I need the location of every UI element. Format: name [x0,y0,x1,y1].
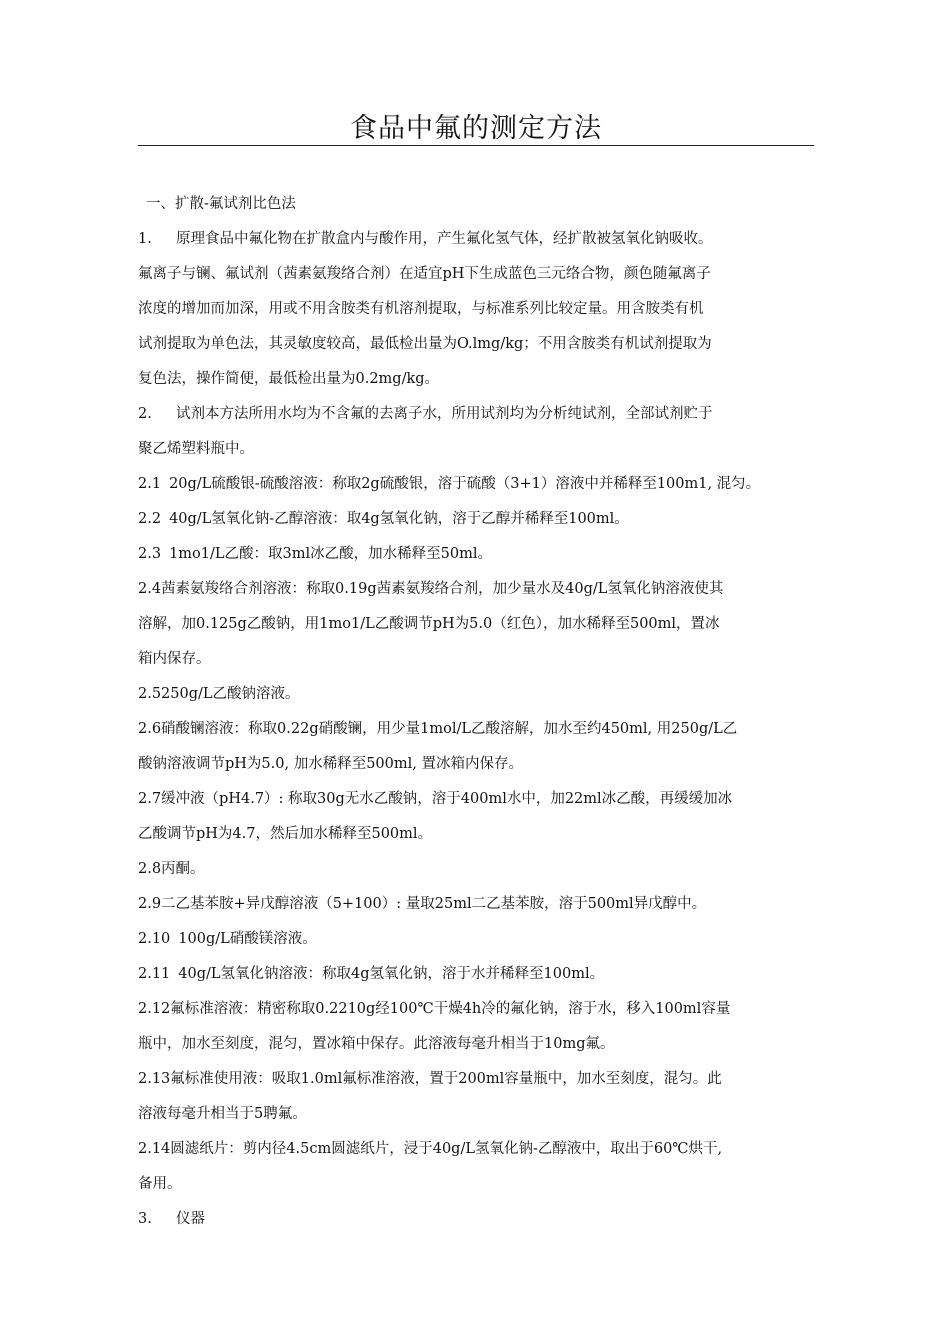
reagent-2-4-line: 溶解，加0.125g乙酸钠，用1mo1/L乙酸调节pH为5.0（红色），加水稀释至500ml，置冰 [138,616,720,632]
section-heading: 一、扩散-氟试剂比色法 [146,196,296,212]
paragraph-text: 40g/L氢氧化钠-乙醇溶液：取4g氢氧化钠，溶于乙醇并稀释至100ml。 [169,511,629,527]
item-number: 2.2 [138,511,162,527]
reagent-2-14-line: 备用。 [138,1176,182,1192]
reagent-2-7-line: 乙酸调节pH为4.7，然后加水稀释至500ml。 [138,826,433,842]
reagent-2-5: 2.5250g/L乙酸钠溶液。 [138,686,300,702]
reagent-2-13-line: 溶液每毫升相当于5聘氟。 [138,1106,307,1122]
reagent-2-12-line: 瓶中，加水至刻度，混匀，置冰箱中保存。此溶液每毫升相当于10mg氟。 [138,1036,615,1052]
paragraph-principle-line: 试剂提取为单色法，其灵敏度较高，最低检出量为O.lmg/kg；不用含胺类有机试剂提取为 [138,336,712,352]
reagent-2-8: 2.8丙酮。 [138,861,205,877]
reagent-2-12-line: 2.12氟标准溶液：精密称取0.2210g经100℃干燥4h冷的氟化钠，溶于水，移入100ml容量 [138,1001,731,1017]
paragraph-text: 20g/L硫酸银-硫酸溶液：称取2g硫酸银，溶于硫酸（3+1）溶液中并稀释至100m1, 混匀。 [169,476,761,492]
item-number: 2.10 [138,931,171,947]
paragraph-principle-line: 氟离子与镧、氟试剂（茜素氨羧络合剂）在适宜pH下生成蓝色三元络合物，颜色随氟离子 [138,266,711,282]
paragraph-reagents-line: 聚乙烯塑料瓶中。 [138,441,254,457]
reagent-2-6-line: 2.6硝酸镧溶液：称取0.22g硝酸镧，用少量1mol/L乙酸溶解，加水至约450ml, 用250g/L乙 [138,721,738,737]
item-number: 2.11 [138,966,171,982]
paragraph-instruments [138,1206,828,1241]
reagent-2-10 [138,926,828,961]
reagent-2-4-line: 2.4茜素氨羧络合剂溶液：称取0.19g茜素氨羧络合剂，加少量水及40g/L氢氧化钠溶液使其 [138,581,724,597]
item-number: 2. [138,406,152,422]
paragraph-text: 100g/L硝酸镁溶液。 [178,931,317,947]
item-number: 2.1 [138,476,162,492]
paragraph-reagents-line [138,401,828,436]
paragraph-text: 原理食品中氟化物在扩散盒内与酸作用，产生氟化氢气体，经扩散被氢氧化钠吸收。 [176,231,713,247]
item-number: 1. [138,231,152,247]
item-number: 2.3 [138,546,162,562]
document-body [138,191,828,1241]
document-title: 食品中氟的测定方法 [350,113,602,144]
paragraph-principle-line [138,226,828,261]
reagent-2-9: 2.9二乙基苯胺+异戊醇溶液（5+100）: 量取25ml二乙基苯胺，溶于500ml异戊醇中。 [138,896,707,912]
paragraph-text: 40g/L氢氧化钠溶液：称取4g氢氧化钠，溶于水并稀释至100ml。 [178,966,605,982]
reagent-2-11 [138,961,828,996]
reagent-2-3 [138,541,828,576]
reagent-2-13-line: 2.13氟标准使用液：吸取1.0ml氟标准溶液，置于200ml容量瓶中，加水至刻度，混匀。此 [138,1071,722,1087]
reagent-2-14-line: 2.14圆滤纸片：剪内径4.5cm圆滤纸片，浸于40g/L氢氧化钠-乙醇液中，取出于60℃烘干, [138,1141,723,1157]
paragraph-principle-line: 复色法，操作简便，最低检出量为0.2mg/kg。 [138,371,440,387]
item-number: 3. [138,1211,152,1227]
reagent-2-1 [138,471,828,506]
reagent-2-2 [138,506,828,541]
paragraph-text: 1mo1/L乙酸：取3ml冰乙酸，加水稀释至50ml。 [169,546,492,562]
reagent-2-7-line: 2.7缓冲液（pH4.7）: 称取30g无水乙酸钠，溶于400ml水中，加22ml冰乙酸，再缓缓加冰 [138,791,733,807]
paragraph-principle-line: 浓度的增加而加深，用或不用含胺类有机溶剂提取，与标准系列比较定量。用含胺类有机 [138,301,704,317]
paragraph-text: 仪器 [176,1211,205,1227]
title-underline [138,145,814,146]
reagent-2-6-line: 酸钠溶液调节pH为5.0, 加水稀释至500ml, 置冰箱内保存。 [138,756,523,772]
reagent-2-4-line: 箱内保存。 [138,651,211,667]
paragraph-text: 试剂本方法所用水均为不含氟的去离子水，所用试剂均为分析纯试剂，全部试剂贮于 [176,406,713,422]
